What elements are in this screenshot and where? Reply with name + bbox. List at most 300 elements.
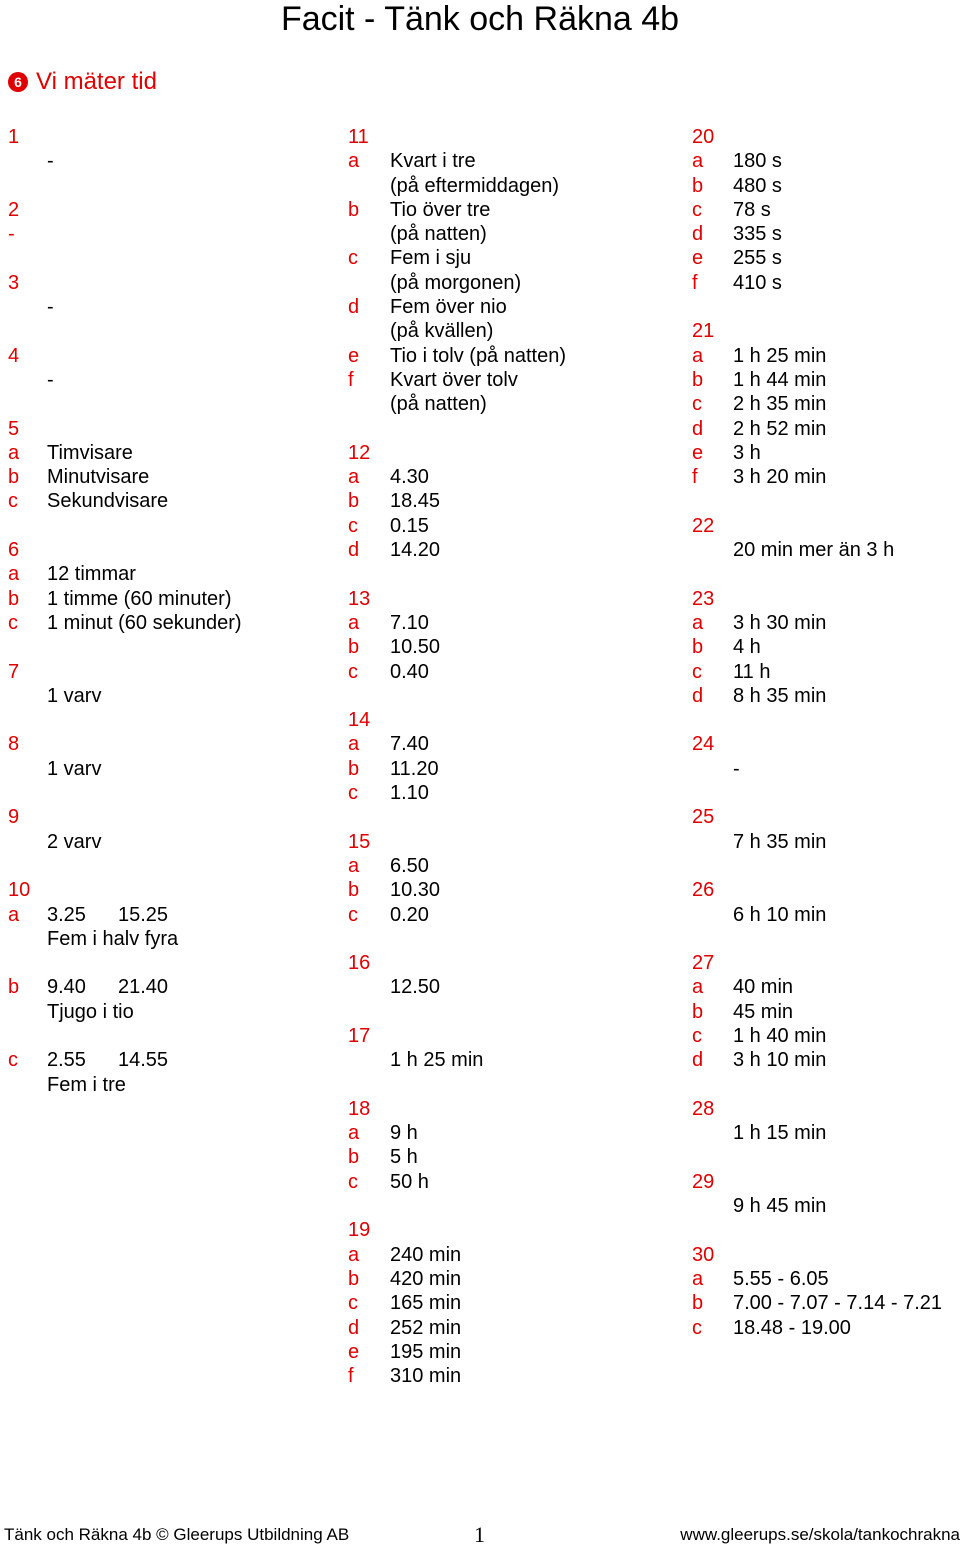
sub-question-letter: a (692, 344, 704, 367)
question-number: 29 (692, 1170, 715, 1193)
answer-row (348, 1194, 668, 1218)
sub-question-letter: b (8, 466, 20, 489)
answer-row (8, 830, 318, 854)
answer-text: 3 h 20 min (733, 466, 827, 489)
answer-row (692, 1024, 960, 1048)
sub-question-letter: c (8, 490, 18, 513)
answer-text: (på natten) (390, 393, 487, 416)
sub-question-letter: e (348, 1340, 360, 1363)
answer-text: 7 h 35 min (733, 830, 827, 853)
question-number: 23 (692, 587, 715, 610)
answer-row (692, 1145, 960, 1169)
sub-question-letter: b (692, 636, 704, 659)
answer-row (348, 830, 668, 854)
answer-row (692, 1121, 960, 1145)
answer-row (348, 1024, 668, 1048)
answer-text: 14.20 (390, 539, 441, 562)
answer-text: 2 h 35 min (733, 393, 827, 416)
sub-question-letter: b (692, 1292, 704, 1315)
sub-question-letter: d (692, 223, 704, 246)
answer-row (348, 1145, 668, 1169)
answer-row (348, 611, 668, 635)
sub-question-letter: c (8, 1049, 18, 1072)
answer-row (692, 562, 960, 586)
answer-text: 2.55 (47, 1049, 86, 1072)
answer-row (348, 1316, 668, 1340)
question-number: 27 (692, 952, 715, 975)
answer-row (8, 149, 318, 173)
answer-text: 195 min (390, 1340, 462, 1363)
answer-text: 10.30 (390, 879, 441, 902)
answer-text: 8 h 35 min (733, 684, 827, 707)
section-number-badge: 6 (8, 72, 28, 92)
answer-text: Fem i sju (390, 247, 472, 270)
sub-question-letter: b (348, 879, 360, 902)
sub-question-letter: c (348, 1170, 358, 1193)
question-number: 7 (8, 660, 20, 683)
answer-row (348, 951, 668, 975)
answer-row (692, 878, 960, 902)
answer-row (348, 295, 668, 319)
answer-text: 1 timme (60 minuter) (47, 587, 232, 610)
question-number: 2 (8, 198, 20, 221)
answer-text: 2 varv (47, 830, 102, 853)
answer-row (692, 732, 960, 756)
sub-question-letter: f (348, 368, 354, 391)
answer-row (692, 246, 960, 270)
question-number: 17 (348, 1024, 371, 1047)
answer-row (8, 587, 318, 611)
answer-row (348, 465, 668, 489)
answer-row (692, 514, 960, 538)
sub-question-letter: b (348, 490, 360, 513)
answer-text: Tio i tolv (på natten) (390, 344, 567, 367)
answer-text: 255 s (733, 247, 782, 270)
sub-question-letter: c (348, 782, 358, 805)
answer-row (692, 635, 960, 659)
answer-row (8, 611, 318, 635)
sub-question-letter: d (692, 684, 704, 707)
answer-row (348, 514, 668, 538)
answer-text: 4.30 (390, 466, 429, 489)
answer-row (348, 1073, 668, 1097)
answer-row (348, 732, 668, 756)
answer-text: 480 s (733, 174, 782, 197)
question-number: 1 (8, 126, 20, 148)
answer-row (692, 538, 960, 562)
answer-text: - (47, 150, 54, 173)
sub-question-letter: a (348, 733, 360, 756)
answer-text: 12 timmar (47, 563, 136, 586)
sub-question-letter: c (348, 660, 358, 683)
answer-text: 252 min (390, 1316, 462, 1339)
answer-row (348, 635, 668, 659)
sub-question-letter: c (692, 198, 702, 221)
answer-text: 9 h 45 min (733, 1195, 827, 1218)
answer-row (692, 1243, 960, 1267)
answer-row (692, 222, 960, 246)
answer-text: - (733, 757, 740, 780)
footer-page-number: 1 (474, 1522, 485, 1547)
answer-row (8, 951, 318, 975)
answer-row (692, 149, 960, 173)
answer-row (348, 149, 668, 173)
answer-text: Kvart över tolv (390, 368, 518, 391)
answer-text: Minutvisare (47, 466, 150, 489)
answer-row (8, 757, 318, 781)
sub-question-letter: c (692, 393, 702, 416)
answer-row (692, 441, 960, 465)
answer-text: Fem i tre (47, 1073, 126, 1096)
answer-text: 7.40 (390, 733, 429, 756)
answer-row (8, 927, 318, 951)
answer-row (692, 271, 960, 295)
answer-row (348, 854, 668, 878)
answer-row (348, 368, 668, 392)
question-number: 6 (8, 539, 20, 562)
answer-row (692, 587, 960, 611)
question-number: 14 (348, 709, 371, 732)
answer-text: 11.20 (390, 757, 439, 780)
answer-row (8, 392, 318, 416)
answer-row (8, 174, 318, 198)
answer-row (348, 781, 668, 805)
section-heading (8, 64, 157, 100)
sub-question-letter: e (692, 247, 704, 270)
sub-question-letter: a (692, 1267, 704, 1290)
answer-row (348, 417, 668, 441)
answer-text-secondary: 15.25 (118, 903, 169, 926)
question-number: 24 (692, 733, 715, 756)
sub-question-letter: d (692, 417, 704, 440)
answer-row (8, 975, 318, 999)
answer-row (692, 392, 960, 416)
answer-row (692, 417, 960, 441)
sub-question-letter: a (348, 854, 360, 877)
answer-row (348, 927, 668, 951)
question-number: 15 (348, 830, 371, 853)
question-number: 3 (8, 271, 20, 294)
sub-question-letter: b (348, 198, 360, 221)
answer-row (8, 1024, 318, 1048)
answer-row (348, 975, 668, 999)
answer-text: 420 min (390, 1267, 462, 1290)
answer-text: 45 min (733, 1000, 794, 1023)
answer-text: 1 h 40 min (733, 1024, 827, 1047)
question-number: 18 (348, 1097, 371, 1120)
answer-text: 7.00 - 7.07 - 7.14 - 7.21 (733, 1292, 943, 1315)
answer-row (348, 903, 668, 927)
question-number: 26 (692, 879, 715, 902)
sub-question-letter: c (348, 514, 358, 537)
answer-row (348, 1000, 668, 1024)
answer-text: 0.40 (390, 660, 429, 683)
sub-question-letter: d (348, 539, 360, 562)
answer-row (8, 854, 318, 878)
question-number: 10 (8, 879, 31, 902)
answer-row (8, 1073, 318, 1097)
footer-copyright: Tänk och Räkna 4b © Gleerups Utbildning AB (4, 1525, 350, 1544)
answer-text: 12.50 (390, 976, 441, 999)
answer-row (8, 903, 318, 927)
answer-text: 78 s (733, 198, 771, 221)
question-number: 13 (348, 587, 371, 610)
answer-row (8, 198, 318, 222)
sub-question-letter: a (348, 1243, 360, 1266)
footer-url[interactable]: www.gleerups.se/skola/tankochrakna (680, 1525, 960, 1544)
answer-row (692, 1170, 960, 1194)
answer-text: 180 s (733, 150, 782, 173)
sub-question-letter: a (8, 903, 20, 926)
answer-row (348, 1364, 668, 1388)
question-number: 4 (8, 344, 20, 367)
answer-row (8, 368, 318, 392)
answer-text: 240 min (390, 1243, 462, 1266)
answer-text: 1 minut (60 sekunder) (47, 611, 242, 634)
question-number: 30 (692, 1243, 715, 1266)
answer-row (692, 805, 960, 829)
sub-question-letter: f (692, 271, 698, 294)
answer-row (692, 174, 960, 198)
sub-question-letter: e (692, 441, 704, 464)
answer-row (348, 1097, 668, 1121)
answer-column-right (692, 125, 960, 1340)
answer-text: Tio över tre (390, 198, 491, 221)
question-number: 20 (692, 126, 715, 148)
answer-row (8, 344, 318, 368)
question-number: 19 (348, 1219, 371, 1242)
answer-row (348, 1170, 668, 1194)
answer-text-secondary: 21.40 (118, 976, 169, 999)
sub-question-letter: a (8, 441, 20, 464)
answer-row (692, 1097, 960, 1121)
sub-question-letter: c (692, 660, 702, 683)
question-number: 8 (8, 733, 20, 756)
answer-row (692, 1218, 960, 1242)
answer-text: 335 s (733, 223, 782, 246)
answer-row (8, 708, 318, 732)
answer-row (348, 660, 668, 684)
answer-text: 2 h 52 min (733, 417, 827, 440)
answer-text: 0.15 (390, 514, 429, 537)
answer-text: 3 h (733, 441, 761, 464)
answer-row (348, 805, 668, 829)
answer-row (348, 344, 668, 368)
answer-row (692, 1291, 960, 1315)
answer-row (348, 1267, 668, 1291)
answer-text: 3.25 (47, 903, 86, 926)
answer-row (692, 295, 960, 319)
sub-question-letter: c (348, 1292, 358, 1315)
answer-text: 5 h (390, 1146, 418, 1169)
answer-row (8, 319, 318, 343)
sub-question-letter: e (348, 344, 360, 367)
answer-text: 1 h 15 min (733, 1122, 827, 1145)
sub-question-letter: c (348, 903, 358, 926)
answer-row (692, 830, 960, 854)
answer-row (8, 1000, 318, 1024)
answer-row (348, 271, 668, 295)
answer-row (692, 1267, 960, 1291)
answer-column-middle (348, 125, 668, 1388)
sub-question-letter: b (348, 1146, 360, 1169)
answer-text: 18.45 (390, 490, 441, 513)
answer-row (348, 757, 668, 781)
answer-row (692, 708, 960, 732)
sub-question-letter: a (348, 150, 360, 173)
answer-row (348, 562, 668, 586)
answer-text: 1 h 44 min (733, 368, 827, 391)
answer-text: 0.20 (390, 903, 429, 926)
answer-row (692, 1048, 960, 1072)
answer-text: 40 min (733, 976, 794, 999)
sub-question-letter: c (692, 1316, 702, 1339)
answer-row (348, 489, 668, 513)
answer-row (348, 319, 668, 343)
answer-row (348, 1121, 668, 1145)
answer-row (692, 368, 960, 392)
answer-row (8, 246, 318, 270)
answer-row (692, 489, 960, 513)
answer-text: (på natten) (390, 223, 487, 246)
answer-row (348, 1243, 668, 1267)
sub-question-letter: a (692, 150, 704, 173)
answer-row (8, 417, 318, 441)
sub-question-letter: b (8, 976, 20, 999)
answer-row (348, 1048, 668, 1072)
sub-question-letter: d (692, 1049, 704, 1072)
answer-text: 7.10 (390, 611, 429, 634)
answer-row (8, 660, 318, 684)
sub-question-letter: a (692, 976, 704, 999)
answer-row (8, 1048, 318, 1072)
answer-row (348, 441, 668, 465)
sub-question-letter: d (348, 1316, 360, 1339)
answer-text: Fem i halv fyra (47, 927, 179, 950)
sub-question-letter: b (348, 757, 360, 780)
question-number: 21 (692, 320, 715, 343)
answer-text: 6 h 10 min (733, 903, 827, 926)
question-number: 11 (348, 126, 369, 148)
answer-text: 5.55 - 6.05 (733, 1267, 829, 1290)
answer-text: 3 h 30 min (733, 611, 827, 634)
answer-row (8, 562, 318, 586)
answer-row (8, 441, 318, 465)
sub-question-letter: c (348, 247, 358, 270)
answer-row (348, 125, 668, 149)
sub-question-letter: d (348, 296, 360, 319)
answer-row (348, 878, 668, 902)
answer-text: Fem över nio (390, 296, 507, 319)
answer-text: Tjugo i tio (47, 1000, 134, 1023)
answer-row (692, 1316, 960, 1340)
answer-row (348, 174, 668, 198)
sub-question-letter: b (692, 174, 704, 197)
sub-question-letter: a (348, 1122, 360, 1145)
answer-row (8, 684, 318, 708)
sub-question-letter: a (8, 563, 20, 586)
question-number: 16 (348, 952, 371, 975)
sub-question-letter: a (348, 466, 360, 489)
answer-row (692, 854, 960, 878)
answer-text: 20 min mer än 3 h (733, 539, 895, 562)
answer-row (348, 708, 668, 732)
answer-row (692, 1194, 960, 1218)
section-title: Vi mäter tid (36, 68, 157, 95)
answer-row (692, 125, 960, 149)
page-title: Facit - Tänk och Räkna 4b (280, 0, 680, 38)
answer-text-secondary: 14.55 (118, 1049, 169, 1072)
answer-row (348, 222, 668, 246)
answer-text: 310 min (390, 1365, 462, 1388)
answer-row (348, 246, 668, 270)
answer-row (348, 198, 668, 222)
sub-question-letter: f (348, 1365, 354, 1388)
question-number: 25 (692, 806, 715, 829)
answer-text: - (47, 368, 54, 391)
answer-row (8, 514, 318, 538)
answer-row (692, 757, 960, 781)
answer-text: 50 h (390, 1170, 429, 1193)
question-number: 28 (692, 1097, 715, 1120)
answer-row (692, 903, 960, 927)
sub-question-letter: a (348, 611, 360, 634)
sub-question-letter: b (348, 1267, 360, 1290)
answer-text: 1 varv (47, 757, 102, 780)
sub-question-letter: f (692, 466, 698, 489)
answer-text: 1.10 (390, 782, 429, 805)
answer-column-left (8, 125, 318, 1097)
answer-text: 6.50 (390, 854, 429, 877)
answer-text: 9 h (390, 1122, 418, 1145)
answer-text: 18.48 - 19.00 (733, 1316, 851, 1339)
answer-text: 410 s (733, 271, 782, 294)
sub-question-letter: c (692, 1024, 702, 1047)
answer-text: (på eftermiddagen) (390, 174, 559, 197)
answer-row (8, 635, 318, 659)
sub-question-letter: - (8, 223, 15, 246)
answer-row (8, 732, 318, 756)
answer-row (348, 684, 668, 708)
answer-text: 9.40 (47, 976, 86, 999)
answer-text: 1 h 25 min (390, 1049, 484, 1072)
answer-text: Kvart i tre (390, 150, 476, 173)
answer-row (8, 878, 318, 902)
answer-row (348, 1340, 668, 1364)
answer-row (348, 538, 668, 562)
answer-text: (på morgonen) (390, 271, 522, 294)
answer-row (692, 611, 960, 635)
answer-row (692, 975, 960, 999)
sub-question-letter: c (8, 611, 18, 634)
sub-question-letter: a (692, 611, 704, 634)
answer-text: 1 h 25 min (733, 344, 827, 367)
question-number: 9 (8, 806, 20, 829)
answer-row (8, 489, 318, 513)
answer-row (692, 660, 960, 684)
answer-row (8, 538, 318, 562)
answer-row (348, 587, 668, 611)
sub-question-letter: b (692, 368, 704, 391)
answer-row (692, 319, 960, 343)
answer-row (692, 465, 960, 489)
sub-question-letter: b (8, 587, 20, 610)
page-footer (0, 1520, 960, 1550)
answer-row (692, 684, 960, 708)
answer-text: 1 varv (47, 684, 102, 707)
answer-text: 3 h 10 min (733, 1049, 827, 1072)
answer-row (692, 927, 960, 951)
